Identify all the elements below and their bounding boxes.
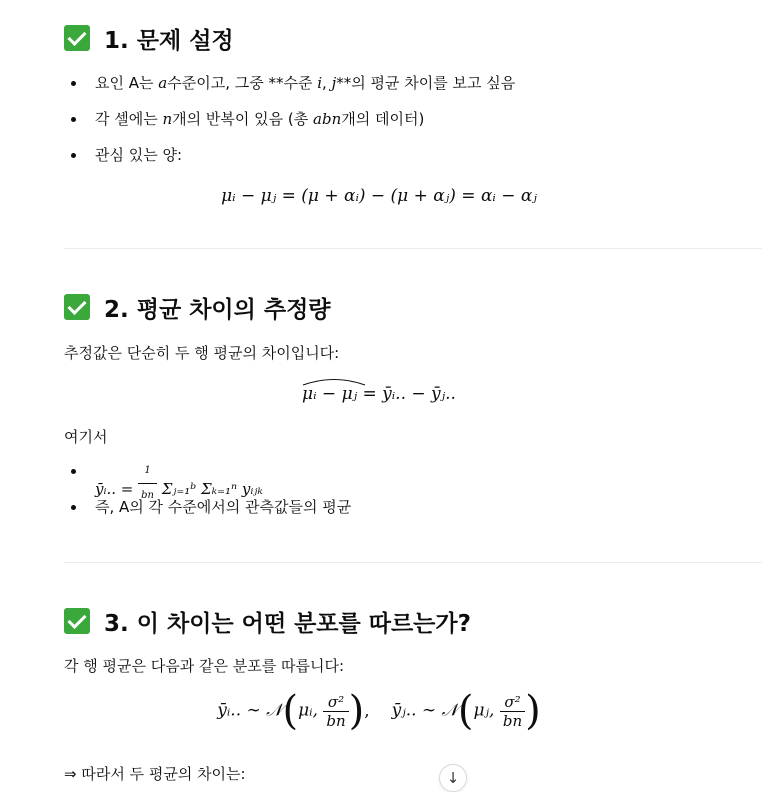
check-mark-icon <box>64 294 90 320</box>
section-2-list-wrap <box>64 459 762 531</box>
section-2-heading <box>64 292 762 322</box>
fraction <box>323 693 348 730</box>
text-span: 관심 있는 양: <box>95 146 183 164</box>
scroll-to-bottom-button[interactable] <box>439 764 467 792</box>
equation-rhs: = ȳᵢ.. − ȳⱼ.. <box>357 384 456 404</box>
dist-j-mu: μⱼ, <box>473 700 500 721</box>
text-span: 즉, A의 각 수준에서의 관측값들의 평균 <box>95 498 352 516</box>
arrow-down-icon: ↓ <box>446 769 460 787</box>
fraction-den: bn <box>141 490 154 501</box>
equation-estimator <box>64 384 694 404</box>
section-1-list <box>64 71 762 179</box>
fraction-num: 1 <box>138 459 157 484</box>
text-span: 각 셀에는 <box>95 110 163 128</box>
list-item <box>64 143 762 179</box>
list-item <box>64 71 762 107</box>
divider <box>64 248 762 249</box>
list-item <box>64 107 762 143</box>
hat-content: μᵢ − μⱼ <box>302 384 358 404</box>
section-3-heading <box>64 606 762 636</box>
text-span: , <box>322 74 332 92</box>
check-mark-icon <box>64 608 90 634</box>
fraction-den: bn <box>326 711 346 730</box>
hat-symbol <box>302 384 357 404</box>
section-3-intro: 각 행 평균은 다음과 같은 분포를 따릅니다: <box>64 657 344 675</box>
fraction-den: bn <box>502 711 523 730</box>
check-mark-icon <box>64 25 90 51</box>
text-span: 요인 A는 <box>95 74 159 92</box>
fraction-num: σ² <box>500 693 525 712</box>
math-var: j <box>331 74 337 92</box>
paren-left: ( <box>282 688 299 734</box>
section-2-list <box>64 459 762 531</box>
section-distribution <box>64 606 762 636</box>
dist-i-mu: μᵢ, <box>298 700 324 721</box>
section-3-title: 3. 이 차이는 어떤 분포를 따르는가? <box>104 610 471 637</box>
separator: , <box>364 700 370 721</box>
text-span: 개의 반복이 있음 (총 <box>172 110 314 128</box>
section-2-title: 2. 평균 차이의 추정량 <box>104 296 331 323</box>
paren-right: ) <box>348 688 365 734</box>
section-1-heading <box>64 23 762 53</box>
paren-left: ( <box>457 688 474 734</box>
equation-distributions <box>64 688 694 734</box>
text-span: 수준이고, 그중 **수준 <box>167 74 318 92</box>
hat-arc-icon <box>302 376 366 386</box>
paren-right: ) <box>525 688 541 734</box>
math-var: i <box>317 74 323 92</box>
math-var: abn <box>313 110 342 128</box>
divider <box>64 562 762 563</box>
equation-mean-difference: μᵢ − μⱼ = (μ + αᵢ) − (μ + αⱼ) = αᵢ − αⱼ <box>221 186 537 206</box>
list-item <box>64 495 762 531</box>
section-3-conclusion: ⇒ 따라서 두 평균의 차이는: <box>64 765 246 783</box>
dist-i-lhs: ȳᵢ.. ∼ 𝒩 <box>217 700 283 721</box>
dist-j-lhs: ȳⱼ.. ∼ 𝒩 <box>391 700 458 721</box>
section-2-intro: 추정값은 단순히 두 행 평균의 차이입니다: <box>64 344 340 362</box>
text-span: 개의 데이터) <box>341 110 425 128</box>
section-estimator <box>64 292 762 322</box>
fraction <box>500 693 525 730</box>
where-label: 여기서 <box>64 428 108 446</box>
text-span: **의 평균 차이를 보고 싶음 <box>336 74 516 92</box>
math-sum: Σⱼ₌₁ᵇ Σₖ₌₁ⁿ yᵢⱼₖ <box>156 480 263 498</box>
fraction-num: σ² <box>323 693 348 712</box>
math-var: a <box>158 74 168 92</box>
section-1-title: 1. 문제 설정 <box>104 27 234 54</box>
section-problem-setup <box>64 23 762 179</box>
math-lhs: ȳᵢ.. = <box>95 480 139 498</box>
math-var: n <box>162 110 173 128</box>
list-item <box>64 459 762 501</box>
